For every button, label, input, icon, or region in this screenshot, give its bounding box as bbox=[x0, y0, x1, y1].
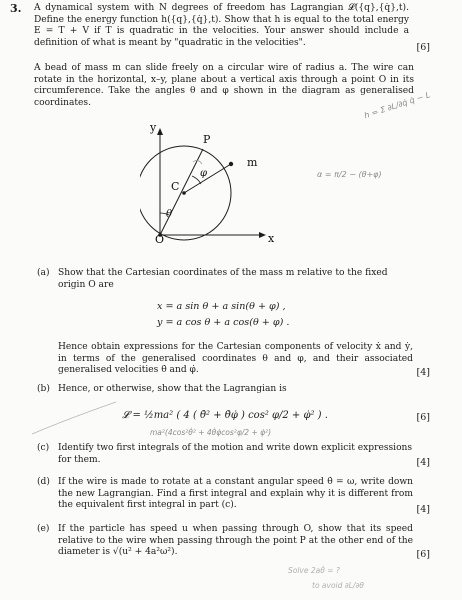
question-setup: A bead of mass m can slide freely on a circular wire of radius a. The wire can rotate in the horizontal, x–y, plane about a vertical axis through a point O in its circumference. Take the angles θ and φ shown in the diagram as generalised coordinates. bbox=[34, 63, 414, 108]
pencil-note-bottom-1: Solve 2aθ̇ = ? bbox=[288, 566, 340, 575]
part-e-label: (e) bbox=[37, 524, 50, 534]
pencil-note-h: h = Σ ∂L/∂q̇ q̇ − L bbox=[363, 90, 432, 121]
part-b-eq: 𝓛 = ½ma² ( 4 ( θ̇² + θ̇φ̇ ) cos² φ/2 + φ̇² ) . bbox=[122, 410, 328, 421]
part-e-marks: [6] bbox=[416, 549, 430, 560]
point-c bbox=[182, 191, 186, 195]
intro-marks: [6] bbox=[416, 42, 430, 53]
pencil-stroke-b bbox=[30, 398, 120, 438]
part-d-label: (d) bbox=[37, 477, 50, 487]
part-c-marks: [4] bbox=[416, 457, 430, 468]
bead bbox=[229, 162, 233, 166]
label-o: O bbox=[155, 233, 165, 246]
part-a-eq1: x = a sin θ + a sin(θ + φ) , bbox=[157, 301, 286, 312]
question-intro: A dynamical system with N degrees of freedom has Lagrangian 𝓛({q},{q̇},t). Define the energy function h({q},{q̇},t). Show that h is equal to the total energy E = T + V if T is quadratic in the velocities. Your answer should include a definition of what is meant by "quadratic in the velocities". bbox=[34, 3, 409, 48]
pencil-note-b: ma²(4cos²θ̇² + 4θ̇φ̇cos²φ/2 + φ̇²) bbox=[150, 428, 271, 437]
question-number: 3. bbox=[10, 2, 22, 15]
pencil-note-bottom-2: to avoid ∂L/∂θ bbox=[312, 581, 364, 590]
label-y: y bbox=[150, 121, 157, 134]
label-phi: φ bbox=[200, 168, 208, 179]
part-b-marks: [6] bbox=[416, 412, 430, 423]
part-a-text: Show that the Cartesian coordinates of the mass m relative to the fixed origin O are bbox=[58, 268, 388, 290]
part-a-text2: Hence obtain expressions for the Cartesian components of velocity ẋ and ẏ, in terms of the generalised coordinates θ and φ, and their associated generalised velocities θ̇ and φ̇. bbox=[58, 342, 413, 376]
part-a-marks: [4] bbox=[416, 367, 430, 378]
label-c: C bbox=[171, 180, 180, 193]
part-a-eq2: y = a cos θ + a cos(θ + φ) . bbox=[157, 317, 290, 328]
part-b-label: (b) bbox=[37, 384, 50, 394]
part-a-label: (a) bbox=[37, 268, 50, 278]
part-d-marks: [4] bbox=[416, 504, 430, 515]
pencil-note-alpha: α = π/2 − (θ+φ) bbox=[317, 170, 382, 179]
part-b-text: Hence, or otherwise, show that the Lagrangian is bbox=[58, 384, 287, 394]
part-c-text: Identify two first integrals of the motion and write down explicit expressions for them. bbox=[58, 443, 413, 465]
label-theta: θ bbox=[166, 209, 173, 220]
wire-diagram bbox=[140, 118, 290, 248]
part-c-label: (c) bbox=[37, 443, 50, 453]
y-arrow bbox=[157, 128, 163, 135]
diameter-op bbox=[160, 149, 203, 235]
label-p: P bbox=[203, 133, 211, 146]
label-m: m bbox=[247, 156, 258, 169]
label-x: x bbox=[268, 232, 275, 245]
x-arrow bbox=[259, 232, 266, 238]
part-e-text: If the particle has speed u when passing through O, show that its speed relative to the wire when passing through the point P at the other end of the diameter is √(u² + 4a²ω²). bbox=[58, 524, 413, 558]
part-d-text: If the wire is made to rotate at a constant angular speed θ̇ = ω, write down the new Lagrangian. Find a first integral and explain why it is different from the equivalent first integral in part (c). bbox=[58, 477, 413, 511]
radius-cm bbox=[184, 164, 231, 193]
